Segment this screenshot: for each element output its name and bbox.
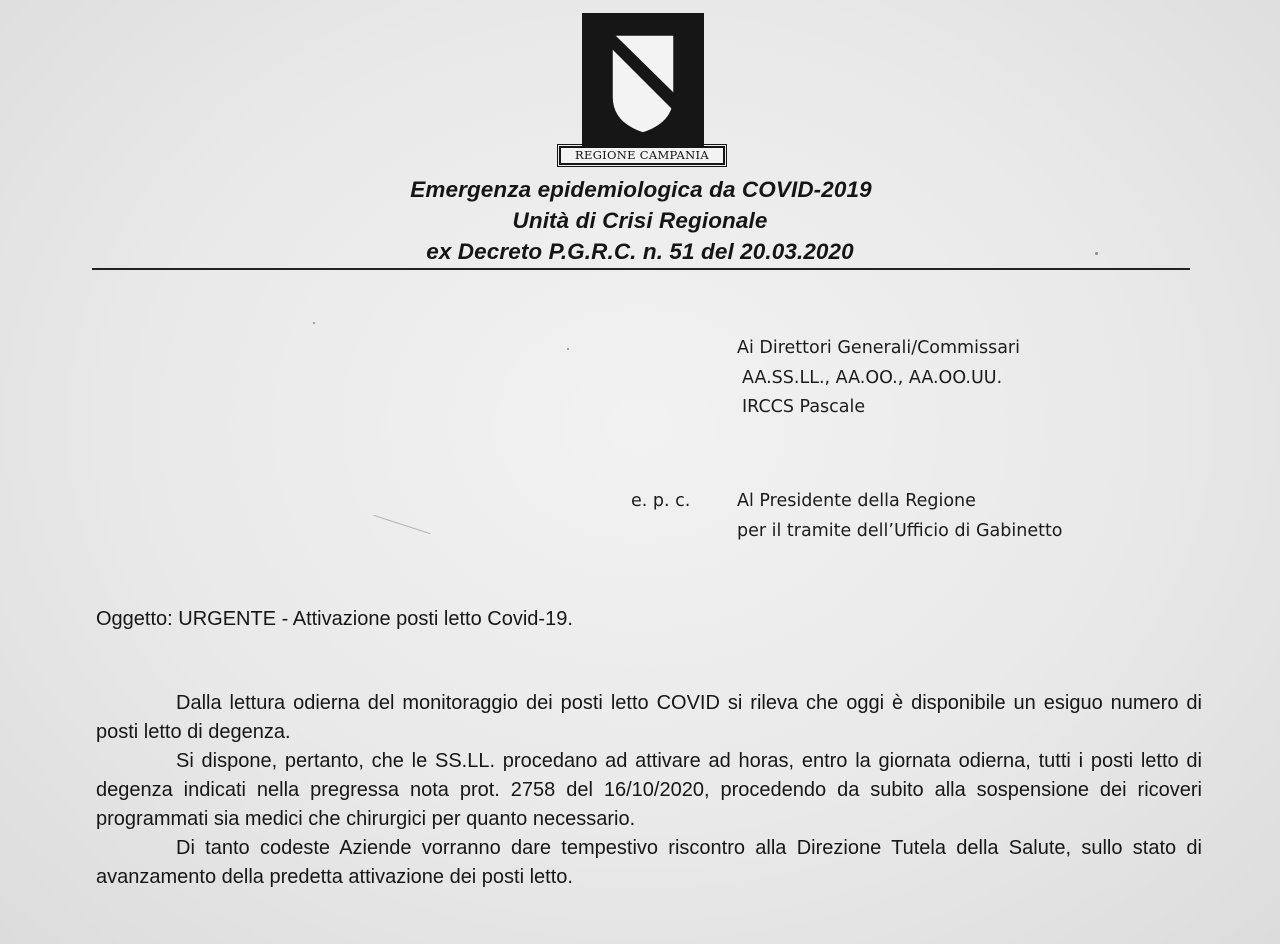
body-paragraph-1: Dalla lettura odierna del monitoraggio dei posti letto COVID si rileva che oggi è disponibile un esiguo numero di posti letto di degenza. xyxy=(96,692,1202,743)
coat-of-arms-icon xyxy=(582,13,704,157)
recipient-line-3: IRCCS Pascale xyxy=(742,397,866,417)
cc-label: e. p. c. xyxy=(631,491,691,511)
body-paragraph-3: Di tanto codeste Aziende vorranno dare tempestivo riscontro alla Direzione Tutela della Salute, sullo stato di avanzamento della predetta attivazione dei posti letto. xyxy=(96,837,1202,888)
document-header xyxy=(0,174,1280,267)
recipient-line-2: AA.SS.LL., AA.OO., AA.OO.UU. xyxy=(742,367,1003,388)
scan-speck xyxy=(373,515,430,534)
scan-speck xyxy=(313,322,315,324)
scan-speck xyxy=(1095,252,1098,255)
header-line-2: Unità di Crisi Regionale xyxy=(512,208,768,233)
logo-label: REGIONE CAMPANIA xyxy=(559,146,725,165)
header-line-1: Emergenza epidemiologica da COVID-2019 xyxy=(410,177,872,202)
cc-recipients-block xyxy=(737,487,1063,546)
cc-line-1: Al Presidente della Regione xyxy=(737,491,976,511)
regione-campania-logo xyxy=(575,13,709,162)
header-line-3: ex Decreto P.G.R.C. n. 51 del 20.03.2020 xyxy=(426,239,854,264)
header-divider xyxy=(92,268,1190,270)
letter-body xyxy=(96,689,1202,892)
recipients-block xyxy=(737,334,1020,423)
subject-line: Oggetto: URGENTE - Attivazione posti letto Covid-19. xyxy=(96,608,573,630)
scan-speck xyxy=(567,348,569,350)
body-paragraph-2: Si dispone, pertanto, che le SS.LL. procedano ad attivare ad horas, entro la giornata odierna, tutti i posti letto di degenza indicati nella pregressa nota prot. 2758 del 16/10/2020, procedendo da subito alla sospensione dei ricoveri programmati sia medici che chirurgici per quanto necessario. xyxy=(96,750,1202,830)
recipient-line-1: Ai Direttori Generali/Commissari xyxy=(737,338,1020,358)
cc-line-2: per il tramite dell’Ufficio di Gabinetto xyxy=(737,520,1063,541)
